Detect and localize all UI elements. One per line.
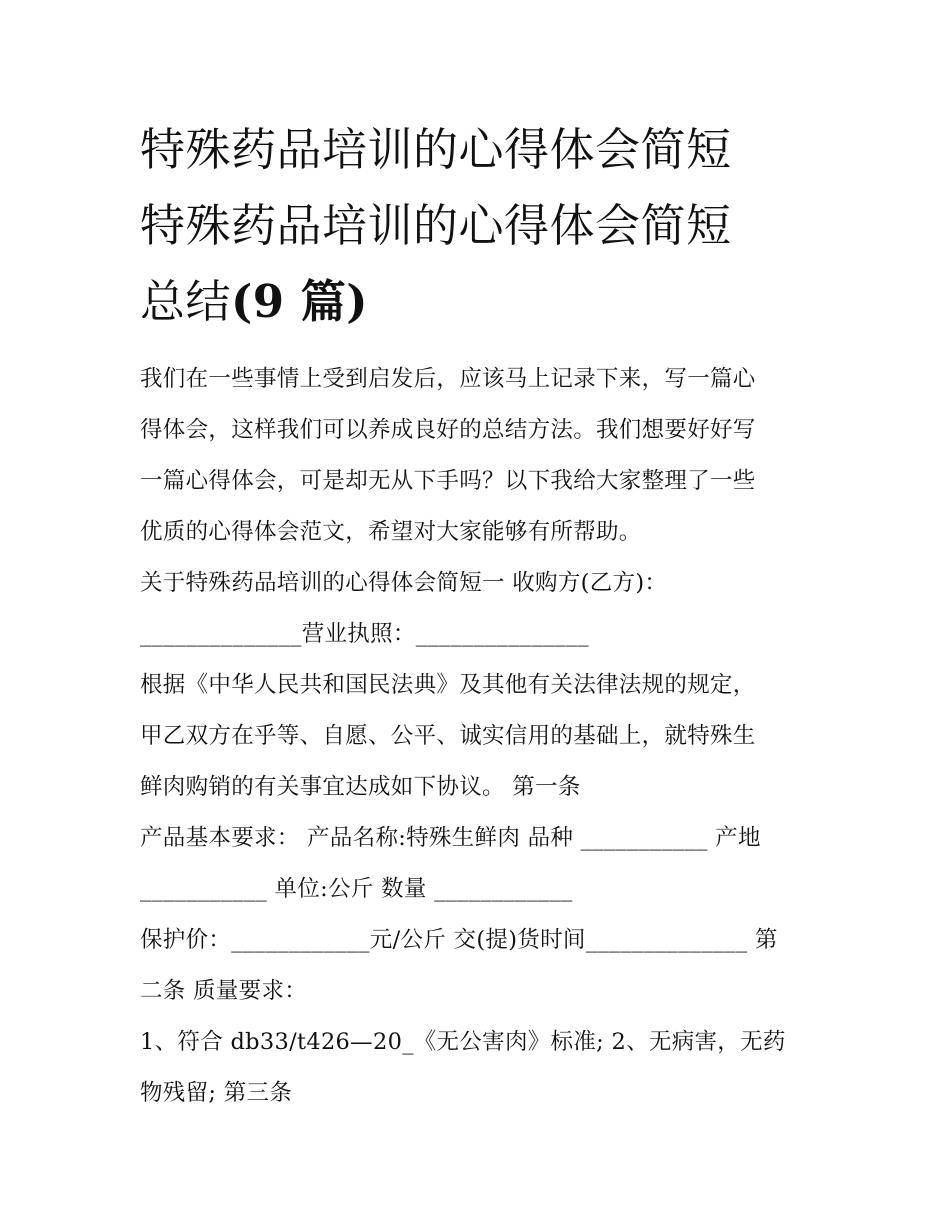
body-line-1: 我们在一些事情上受到启发后，应该马上记录下来，写一篇心 xyxy=(140,366,756,392)
body-line-12: 保护价：____________元/公斤 交(提)货时间______________ 第 xyxy=(140,927,778,953)
title-line-3 xyxy=(140,264,820,340)
title-line-2: 特殊药品培训的心得体会简短 xyxy=(140,199,732,252)
body-line-9: 鲜肉购销的有关事宜达成如下协议。 第一条 xyxy=(140,774,581,800)
body-line-15: 物残留; 第三条 xyxy=(140,1080,293,1106)
title-line-3-text: 总结 xyxy=(140,275,232,328)
body-line-6: ______________营业执照：_______________ xyxy=(140,621,589,647)
document-title xyxy=(140,112,820,340)
body-line-2: 得体会，这样我们可以养成良好的总结方法。我们想要好好写 xyxy=(140,417,756,443)
body-line-3: 一篇心得体会，可是却无从下手吗？以下我给大家整理了一些 xyxy=(140,468,756,494)
title-suffix: (9 篇) xyxy=(231,275,369,328)
body-line-5: 关于特殊药品培训的心得体会简短一 收购方(乙方)： xyxy=(140,570,668,596)
body-line-13: 二条 质量要求： xyxy=(140,978,308,1004)
body-line-11: ___________ 单位:公斤 数量 ____________ xyxy=(140,876,573,902)
body-line-10: 产品基本要求： 产品名称:特殊生鲜肉 品种 ___________ 产地 xyxy=(140,825,761,851)
title-line-1: 特殊药品培训的心得体会简短 xyxy=(140,123,732,176)
body-line-8: 甲乙双方在乎等、自愿、公平、诚实信用的基础上，就特殊生 xyxy=(140,723,756,749)
document-body xyxy=(140,354,820,1119)
body-line-4: 优质的心得体会范文，希望对大家能够有所帮助。 xyxy=(140,519,642,545)
document-content xyxy=(140,112,820,1119)
body-line-7: 根据《中华人民共和国民法典》及其他有关法律法规的规定， xyxy=(140,672,756,698)
body-line-14: 1、符合 db33/t426—20_《无公害肉》标准; 2、无病害，无药 xyxy=(140,1029,786,1055)
